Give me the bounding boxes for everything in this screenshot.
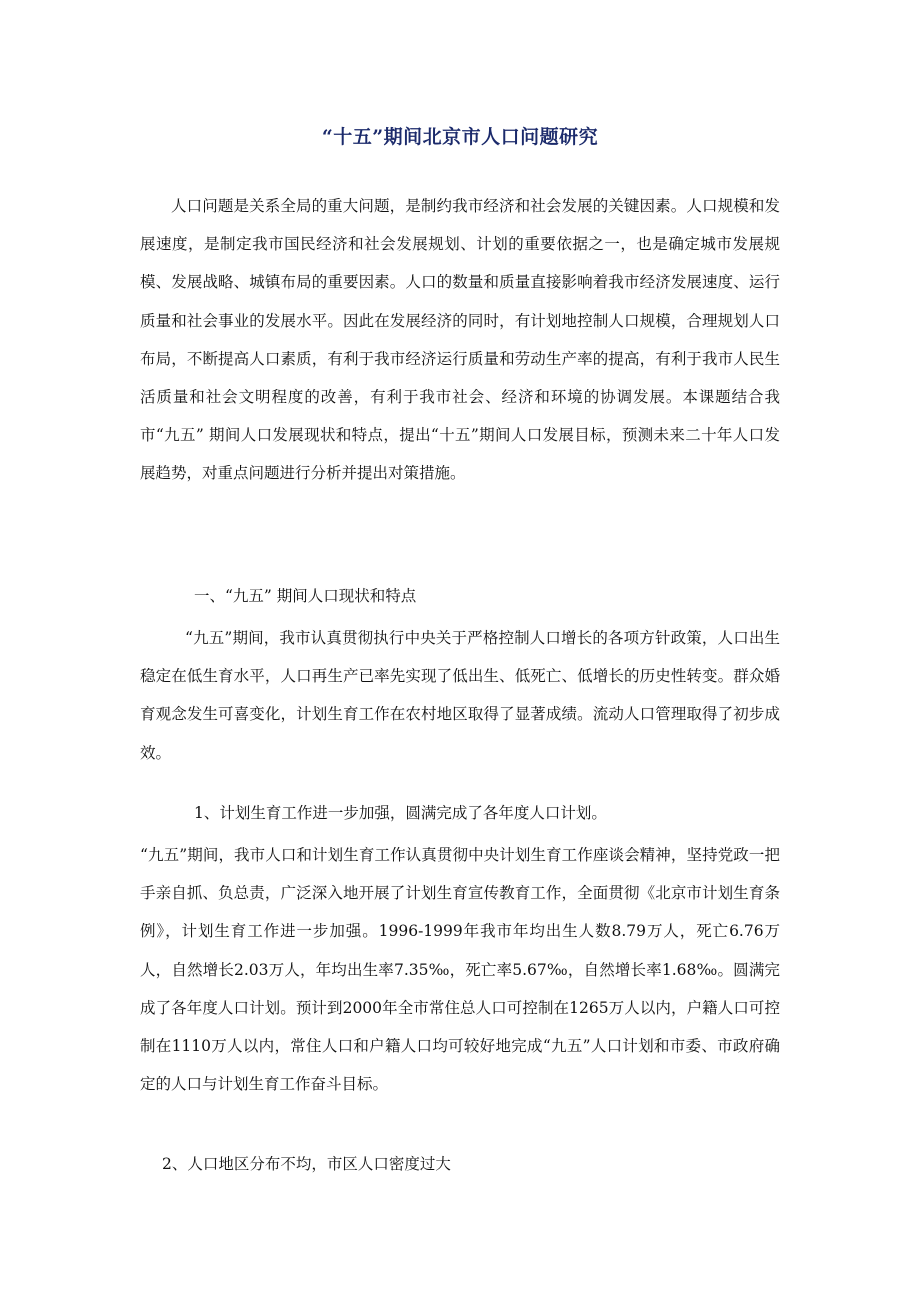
section-1-heading: 一、“九五” 期间人口现状和特点 [194,587,417,605]
subsection-2-heading: 2、人口地区分布不均，市区人口密度过大 [162,1155,451,1173]
document-title: “十五”期间北京市人口问题研究 [321,126,599,148]
subsection-1-heading: 1、计划生育工作进一步加强，圆满完成了各年度人口计划。 [194,804,607,822]
intro-paragraph: 人口问题是关系全局的重大问题，是制约我市经济和社会发展的关键因素。人口规模和发展速度，是制定我市国民经济和社会发展规划、计划的重要依据之一，也是确定城市发展规模、发展战略、城镇布局的重要因素。人口的数量和质量直接影响着我市经济发展速度、运行质量和社会事业的发展水平。因此在发展经济的同时，有计划地控制人口规模，合理规划人口布局，不断提高人口素质，有利于我市经济运行质量和劳动生产率的提高，有利于我市人民生活质量和社会文明程度的改善，有利于我市社会、经济和环境的协调发展。本课题结合我市“九五” 期间人口发展现状和特点，提出“十五”期间人口发展目标，预测未来二十年人口发展趋势，对重点问题进行分析并提出对策措施。 [140,197,780,483]
section-1-paragraph: “九五”期间，我市认真贯彻执行中央关于严格控制人口增长的各项方针政策，人口出生稳定在低生育水平，人口再生产已率先实现了低出生、低死亡、低增长的历史性转变。群众婚育观念发生可喜变化，计划生育工作在农村地区取得了显著成绩。流动人口管理取得了初步成效。 [140,629,780,762]
subsection-1-paragraph: “九五”期间，我市人口和计划生育工作认真贯彻中央计划生育工作座谈会精神，坚持党政一把手亲自抓、负总责，广泛深入地开展了计划生育宣传教育工作，全面贯彻《北京市计划生育条例》，计划生育工作进一步加强。1996-1999年我市年均出生人数8.79万人，死亡6.76万人，自然增长2.03万人，年均出生率7.35‰，死亡率5.67‰，自然增长率1.68‰。圆满完成了各年度人口计划。预计到2000年全市常住总人口可控制在1265万人以内，户籍人口可控制在1110万人以内，常住人口和户籍人口均可较好地完成“九五”人口计划和市委、市政府确定的人口与计划生育工作奋斗目标。 [140,846,780,1094]
